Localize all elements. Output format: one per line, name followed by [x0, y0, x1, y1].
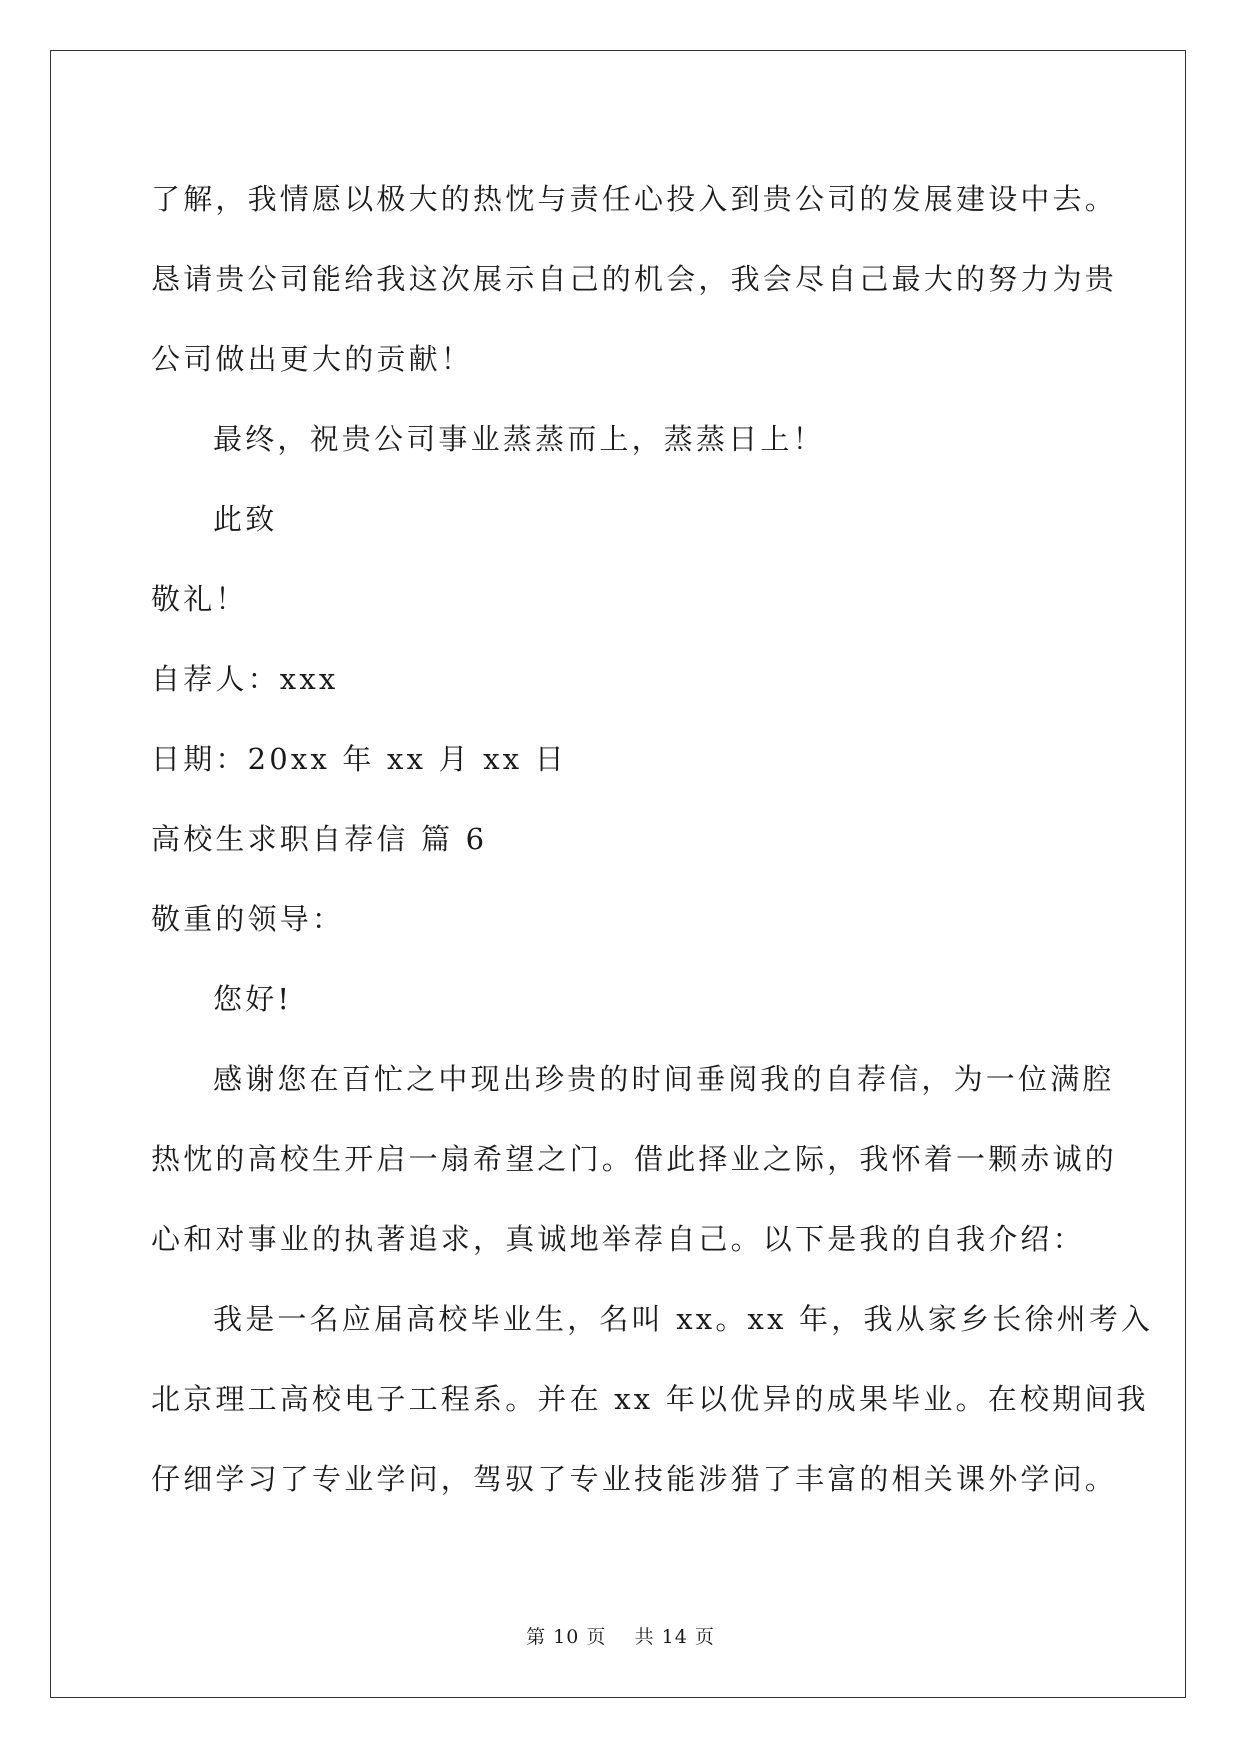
page-footer — [0, 1622, 1241, 1649]
salutation-cizhi: 此致 — [213, 502, 278, 536]
text-line: 心和对事业的执著追求，真诚地举荐自己。以下是我的自我介绍： — [151, 1222, 1085, 1256]
text-line: 仔细学习了专业学问，驾驭了专业技能涉猎了丰富的相关课外学问。 — [151, 1462, 1118, 1496]
date-line: 日期：20xx 年 xx 月 xx 日 — [151, 742, 567, 776]
text-line: 热忱的高校生开启一扇希望之门。借此择业之际，我怀着一颗赤诚的 — [151, 1142, 1118, 1176]
text-line: 我是一名应届高校毕业生，名叫 xx。xx 年，我从家乡长徐州考入 — [213, 1302, 1154, 1336]
document-body — [151, 159, 1154, 1519]
signer: 自荐人：xxx — [151, 662, 339, 696]
page-number: 第 10 页 — [526, 1626, 607, 1648]
section-title: 高校生求职自荐信 篇 6 — [151, 822, 488, 856]
salutation-jingli: 敬礼！ — [151, 582, 248, 616]
text-line: 北京理工高校电子工程系。并在 xx 年以优异的成果毕业。在校期间我 — [151, 1382, 1149, 1416]
page-total: 共 14 页 — [634, 1626, 715, 1648]
greeting-addressee: 敬重的领导： — [151, 902, 345, 936]
text-line: 感谢您在百忙之中现出珍贵的时间垂阅我的自荐信，为一位满腔 — [213, 1062, 1115, 1096]
text-line: 了解，我情愿以极大的热忱与责任心投入到贵公司的发展建设中去。 — [151, 182, 1118, 216]
text-line: 公司做出更大的贡献！ — [151, 342, 474, 376]
closing-wish: 最终，祝贵公司事业蒸蒸而上，蒸蒸日上！ — [213, 422, 825, 456]
text-line: 恳请贵公司能给我这次展示自己的机会，我会尽自己最大的努力为贵 — [151, 262, 1118, 296]
greeting-hello: 您好! — [213, 982, 293, 1016]
